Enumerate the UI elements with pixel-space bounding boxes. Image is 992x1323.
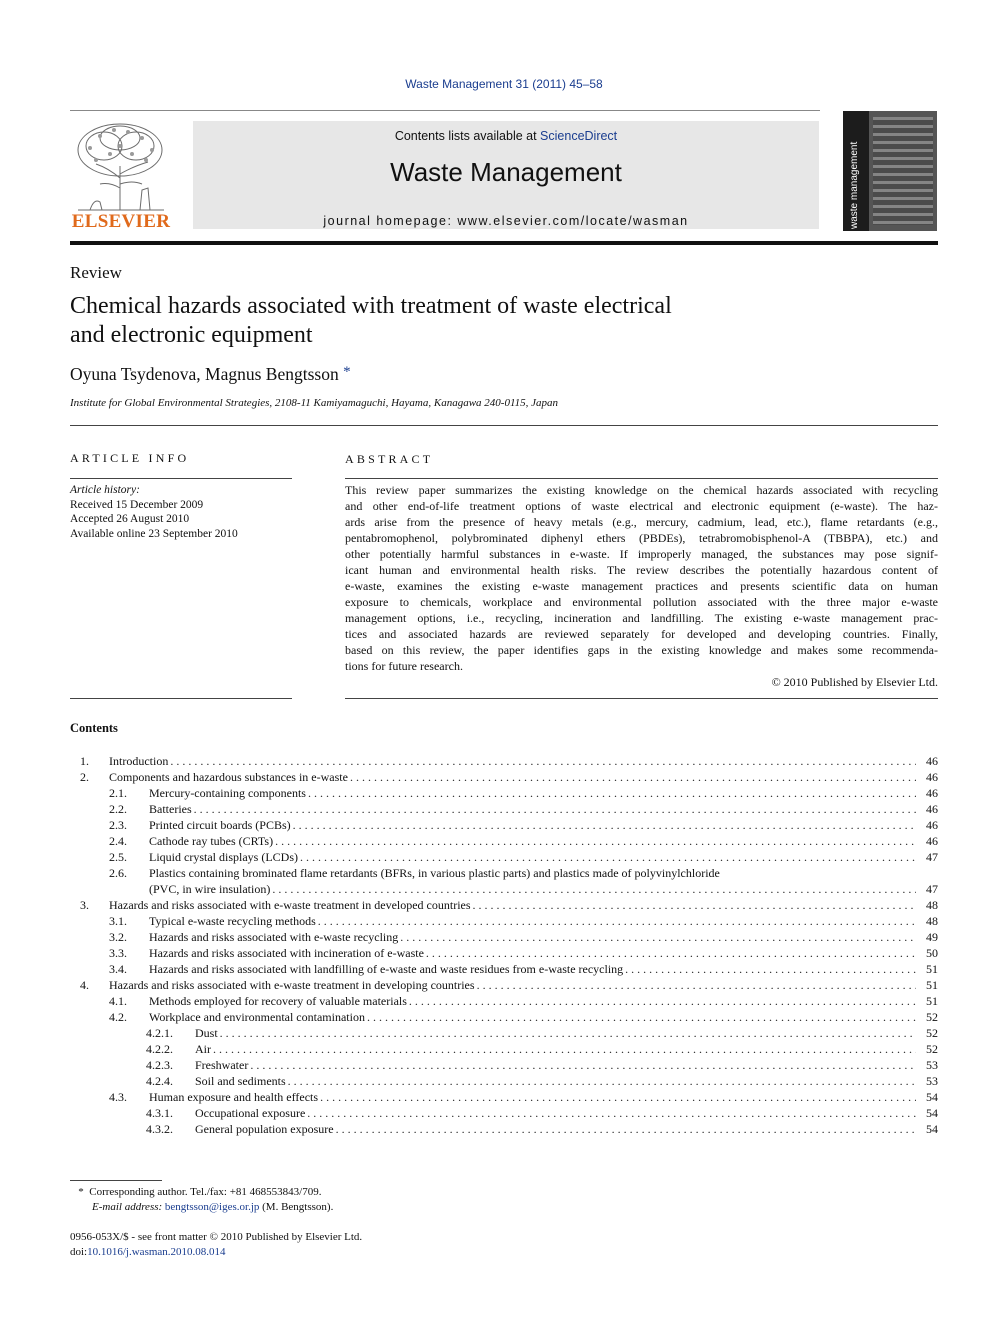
received-date: Received 15 December 2009 (70, 498, 204, 511)
toc-entry-title[interactable]: Introduction (109, 754, 169, 768)
toc-entry-page: 54 (926, 1106, 938, 1120)
toc-entry-line (195, 1105, 916, 1121)
toc-entry-page: 47 (926, 882, 938, 896)
article-title-line-2: and electronic equipment (70, 322, 313, 348)
toc-entry-line (149, 881, 916, 897)
toc-entry[interactable] (70, 753, 938, 769)
authors-text: Oyuna Tsydenova, Magnus Bengtsson (70, 364, 339, 384)
toc-entry-number: 2. (80, 770, 89, 784)
abstract-line: This review paper summarizes the existing knowledge on the chemical hazards associated with recycling (345, 483, 938, 497)
abstract-line: other potentially harmful substances in e-waste. If improperly managed, the substances may pose signif- (345, 547, 938, 561)
toc-entry-line (109, 753, 916, 769)
toc-entry[interactable] (70, 897, 938, 913)
toc-entry-number: 4.2.3. (146, 1058, 173, 1072)
toc-entry-page: 46 (926, 770, 938, 784)
toc-entry-number: 4.2.1. (146, 1026, 173, 1040)
email-link[interactable]: bengtsson@iges.or.jp (164, 1201, 260, 1213)
toc-entry[interactable] (70, 1041, 938, 1057)
toc-leader-dots (307, 1105, 916, 1121)
toc-entry[interactable] (70, 833, 938, 849)
toc-entry-number: 1. (80, 754, 89, 768)
toc-entry-page: 46 (926, 818, 938, 832)
abstract-line: tices and associated hazards are reviewed separately for developed and developing countries. Finally, (345, 627, 938, 641)
abstract-line: based on this review, the paper identifies gaps in the existing knowledge and makes some recommenda- (345, 643, 938, 657)
abstract-text (345, 482, 938, 674)
abstract-rule (345, 478, 938, 479)
toc-entry-line (109, 769, 916, 785)
cover-graphic (873, 117, 933, 225)
toc-leader-dots (272, 881, 916, 897)
article-title-line-1: Chemical hazards associated with treatment of waste electrical (70, 293, 672, 319)
toc-entry-number: 2.6. (109, 866, 127, 880)
toc-entry-title[interactable]: Components and hazardous substances in e-waste (109, 770, 348, 784)
toc-entry[interactable] (70, 1105, 938, 1121)
journal-citation-link[interactable]: Waste Management 31 (2011) 45–58 (405, 77, 603, 91)
abstract-line: exposure to chemicals, workplace and environmental pollution associated with the three major e-waste (345, 595, 938, 609)
abstract-line: icant human and environmental health risks. The review describes the potentially hazardous content of (345, 563, 938, 577)
toc-entry-line (195, 1073, 916, 1089)
article-type: Review (70, 263, 122, 282)
cover-title: waste management (849, 141, 860, 229)
toc-entry-page: 46 (926, 754, 938, 768)
toc-entry-number: 3.2. (109, 930, 127, 944)
toc-leader-dots (320, 1089, 916, 1105)
article-info-bottom-rule (70, 698, 292, 699)
toc-entry-page: 46 (926, 834, 938, 848)
abstract-line: e-waste, examines the existing e-waste management practices and presents scientific data on human (345, 579, 938, 593)
toc-entry-number: 4.2.4. (146, 1074, 173, 1088)
toc-entry[interactable] (70, 1025, 938, 1041)
journal-title: Waste Management (390, 157, 622, 187)
abstract-line: tions for future research. (345, 659, 463, 673)
toc-entry-page: 48 (926, 898, 938, 912)
toc-entry-title[interactable]: Workplace and environmental contamination (149, 1010, 365, 1024)
toc-entry-number: 4.3. (109, 1090, 127, 1104)
article-history-label: Article history: (70, 484, 140, 496)
toc-entry[interactable] (70, 865, 938, 881)
toc-entry-line (149, 801, 916, 817)
toc-leader-dots (275, 833, 916, 849)
toc-entry-line (149, 945, 916, 961)
contents-heading: Contents (70, 721, 118, 735)
elsevier-wordmark: ELSEVIER (71, 211, 171, 232)
toc-entry-title[interactable]: Batteries (149, 802, 192, 816)
toc-entry-title[interactable]: Soil and sediments (195, 1074, 286, 1088)
toc-entry-title[interactable]: Freshwater (195, 1058, 249, 1072)
toc-entry-page: 46 (926, 786, 938, 800)
toc-entry[interactable] (70, 993, 938, 1009)
toc-entry-number: 4.3.2. (146, 1122, 173, 1136)
toc-entry-page: 52 (926, 1010, 938, 1024)
toc-entry-page: 53 (926, 1074, 938, 1088)
toc-entry-page: 49 (926, 930, 938, 944)
email-suffix: (M. Bengtsson). (262, 1201, 334, 1213)
toc-entry-page: 50 (926, 946, 938, 960)
toc-entry-page: 46 (926, 802, 938, 816)
toc-entry-title[interactable]: Hazards and risks associated with e-waste recycling (149, 930, 399, 944)
toc-entry-number: 2.1. (109, 786, 127, 800)
header-rule (70, 110, 820, 111)
abstract-heading: ABSTRACT (345, 452, 434, 466)
toc-entry-line (149, 833, 916, 849)
toc-entry-page: 47 (926, 850, 938, 864)
corresponding-author-note: Corresponding author. Tel./fax: +81 468553843/709. (89, 1186, 322, 1198)
toc-entry[interactable] (70, 1073, 938, 1089)
affiliation: Institute for Global Environmental Strategies, 2108-11 Kamiyamaguchi, Hayama, Kanagawa 240-0115, Japan (70, 397, 559, 409)
toc-entry-title[interactable]: Hazards and risks associated with e-waste treatment in developing countries (109, 978, 475, 992)
toc-leader-dots (300, 849, 916, 865)
author-list (70, 364, 351, 385)
toc-leader-dots (409, 993, 916, 1009)
toc-leader-dots (625, 961, 916, 977)
toc-entry-page: 54 (926, 1090, 938, 1104)
toc-leader-dots (400, 929, 916, 945)
toc-entry-line (149, 849, 916, 865)
toc-entry-number: 3. (80, 898, 89, 912)
toc-entry[interactable] (70, 785, 938, 801)
toc-entry-title[interactable]: Occupational exposure (195, 1106, 306, 1120)
toc-entry-number: 4. (80, 978, 89, 992)
toc-leader-dots (220, 1025, 916, 1041)
toc-entry-line (195, 1121, 916, 1137)
toc-entry-page: 48 (926, 914, 938, 928)
toc-entry-line (149, 913, 916, 929)
toc-entry-title[interactable]: Hazards and risks associated with e-waste treatment in developed countries (109, 898, 471, 912)
article-history (70, 483, 238, 541)
toc-entry[interactable] (70, 1121, 938, 1137)
toc-entry-line (149, 785, 916, 801)
toc-entry[interactable] (70, 961, 938, 977)
journal-cover-thumbnail (843, 111, 937, 231)
toc-entry[interactable] (70, 1057, 938, 1073)
toc-entry-line (109, 977, 916, 993)
toc-leader-dots (213, 1041, 916, 1057)
toc-entry-title[interactable]: Methods employed for recovery of valuable materials (149, 994, 407, 1008)
toc-entry-page: 51 (926, 962, 938, 976)
footnote-mark: * (78, 1186, 84, 1198)
toc-entry[interactable] (70, 929, 938, 945)
toc-entry-title[interactable]: Hazards and risks associated with landfilling of e-waste and waste residues from e-waste recycling (149, 962, 624, 976)
footnote-rule (70, 1180, 162, 1181)
journal-banner (193, 121, 819, 229)
toc-entry[interactable] (70, 1009, 938, 1025)
publication-info (70, 1230, 362, 1260)
toc-entry-number: 3.3. (109, 946, 127, 960)
abstract-copyright: © 2010 Published by Elsevier Ltd. (771, 675, 938, 689)
toc-leader-dots (293, 817, 916, 833)
toc-entry-title[interactable]: Dust (195, 1026, 218, 1040)
toc-entry[interactable] (70, 977, 938, 993)
abstract-line: ards arise from the presence of heavy metals (e.g., mercury, cadmium, lead, etc.), flame retardants (e.g., (345, 515, 938, 529)
elsevier-logo (70, 118, 172, 233)
toc-entry-title[interactable]: Mercury-containing components (149, 786, 306, 800)
toc-entry-line (195, 1025, 916, 1041)
toc-leader-dots (426, 945, 916, 961)
toc-entry-page: 51 (926, 978, 938, 992)
toc-entry-title[interactable]: Typical e-waste recycling methods (149, 914, 316, 928)
toc-leader-dots (250, 1057, 916, 1073)
toc-entry-page: 52 (926, 1026, 938, 1040)
toc-entry-line (149, 1089, 916, 1105)
toc-leader-dots (367, 1009, 916, 1025)
article-title (70, 292, 790, 350)
toc-entry-line (109, 897, 916, 913)
sciencedirect-link[interactable]: ScienceDirect (540, 129, 618, 143)
toc-entry-line (149, 817, 916, 833)
article-info-rule (70, 478, 292, 479)
toc-leader-dots (308, 785, 916, 801)
toc-entry-continuation[interactable] (70, 881, 938, 897)
toc-leader-dots (318, 913, 916, 929)
toc-entry-title[interactable]: Plastics containing brominated flame retardants (BFRs, in various plastic parts) and plastics made of polyvinylchloride (149, 866, 720, 880)
email-label: E-mail address: (92, 1201, 163, 1213)
toc-entry-page: 51 (926, 994, 938, 1008)
toc-entry-number: 4.1. (109, 994, 127, 1008)
issn-line: 0956-053X/$ - see front matter © 2010 Published by Elsevier Ltd. (70, 1231, 363, 1243)
affiliation-rule (70, 425, 938, 426)
toc-entry-title[interactable]: Printed circuit boards (PCBs) (149, 818, 291, 832)
toc-entry-number: 3.4. (109, 962, 127, 976)
toc-entry[interactable] (70, 849, 938, 865)
contents-availability (193, 129, 819, 143)
toc-entry-number: 2.5. (109, 850, 127, 864)
abstract-line: management options, i.e., recycling, incineration and landfilling. The existing e-waste management prac- (345, 611, 938, 625)
toc-entry[interactable] (70, 1089, 938, 1105)
toc-leader-dots (350, 769, 916, 785)
toc-entry-title[interactable]: General population exposure (195, 1122, 334, 1136)
toc-entry-page: 54 (926, 1122, 938, 1136)
toc-leader-dots (288, 1073, 916, 1089)
elsevier-tree-icon (70, 118, 172, 214)
abstract-line: pentabromophenol, polybrominated diphenyl ethers (PBDEs), tetrabromobisphenol-A (TBBPA), etc.) and (345, 531, 938, 545)
toc-entry-title[interactable]: (PVC, in wire insulation) (149, 882, 271, 896)
corresponding-author-mark[interactable]: * (343, 364, 351, 380)
toc-entry-number: 4.3.1. (146, 1106, 173, 1120)
toc-leader-dots (473, 897, 916, 913)
toc-entry-title[interactable]: Human exposure and health effects (149, 1090, 319, 1104)
toc-entry[interactable] (70, 801, 938, 817)
article-info-heading: ARTICLE INFO (70, 451, 190, 465)
toc-entry-title[interactable]: Liquid crystal displays (LCDs) (149, 850, 298, 864)
accepted-date: Accepted 26 August 2010 (70, 513, 190, 526)
doi-label: doi: (70, 1246, 88, 1258)
toc-entry-title[interactable]: Air (195, 1042, 211, 1056)
toc-entry[interactable] (70, 913, 938, 929)
toc-entry-number: 3.1. (109, 914, 127, 928)
contents-prefix: Contents lists available at (394, 129, 541, 143)
doi-link[interactable]: 10.1016/j.wasman.2010.08.014 (87, 1246, 226, 1258)
toc-entry-line (149, 1009, 916, 1025)
online-date: Available online 23 September 2010 (70, 527, 238, 540)
abstract-bottom-rule (345, 698, 938, 699)
toc-entry-line (195, 1041, 916, 1057)
header-thick-rule (70, 241, 938, 245)
toc-entry-page: 53 (926, 1058, 938, 1072)
toc-entry-page: 52 (926, 1042, 938, 1056)
toc-entry[interactable] (70, 945, 938, 961)
toc-leader-dots (194, 801, 916, 817)
toc-entry-line (149, 993, 916, 1009)
footnote (70, 1185, 333, 1215)
toc-entry-title[interactable]: Hazards and risks associated with incineration of e-waste (149, 946, 424, 960)
toc-entry-number: 4.2.2. (146, 1042, 173, 1056)
toc-entry-line (149, 961, 916, 977)
toc-entry-line (149, 929, 916, 945)
toc-entry-title[interactable]: Cathode ray tubes (CRTs) (149, 834, 274, 848)
toc-entry[interactable] (70, 769, 938, 785)
toc-entry[interactable] (70, 817, 938, 833)
abstract-line: and other end-of-life treatment options of waste electrical and electronic equipment (e-waste). The haz- (345, 499, 938, 513)
toc-entry-number: 4.2. (109, 1010, 127, 1024)
toc-leader-dots (170, 753, 916, 769)
toc-entry-number: 2.3. (109, 818, 127, 832)
toc-leader-dots (477, 977, 916, 993)
toc-entry-number: 2.4. (109, 834, 127, 848)
toc-entry-line (195, 1057, 916, 1073)
toc-entry-number: 2.2. (109, 802, 127, 816)
toc-leader-dots (336, 1121, 916, 1137)
journal-homepage[interactable]: journal homepage: www.elsevier.com/locate/wasman (323, 214, 689, 228)
